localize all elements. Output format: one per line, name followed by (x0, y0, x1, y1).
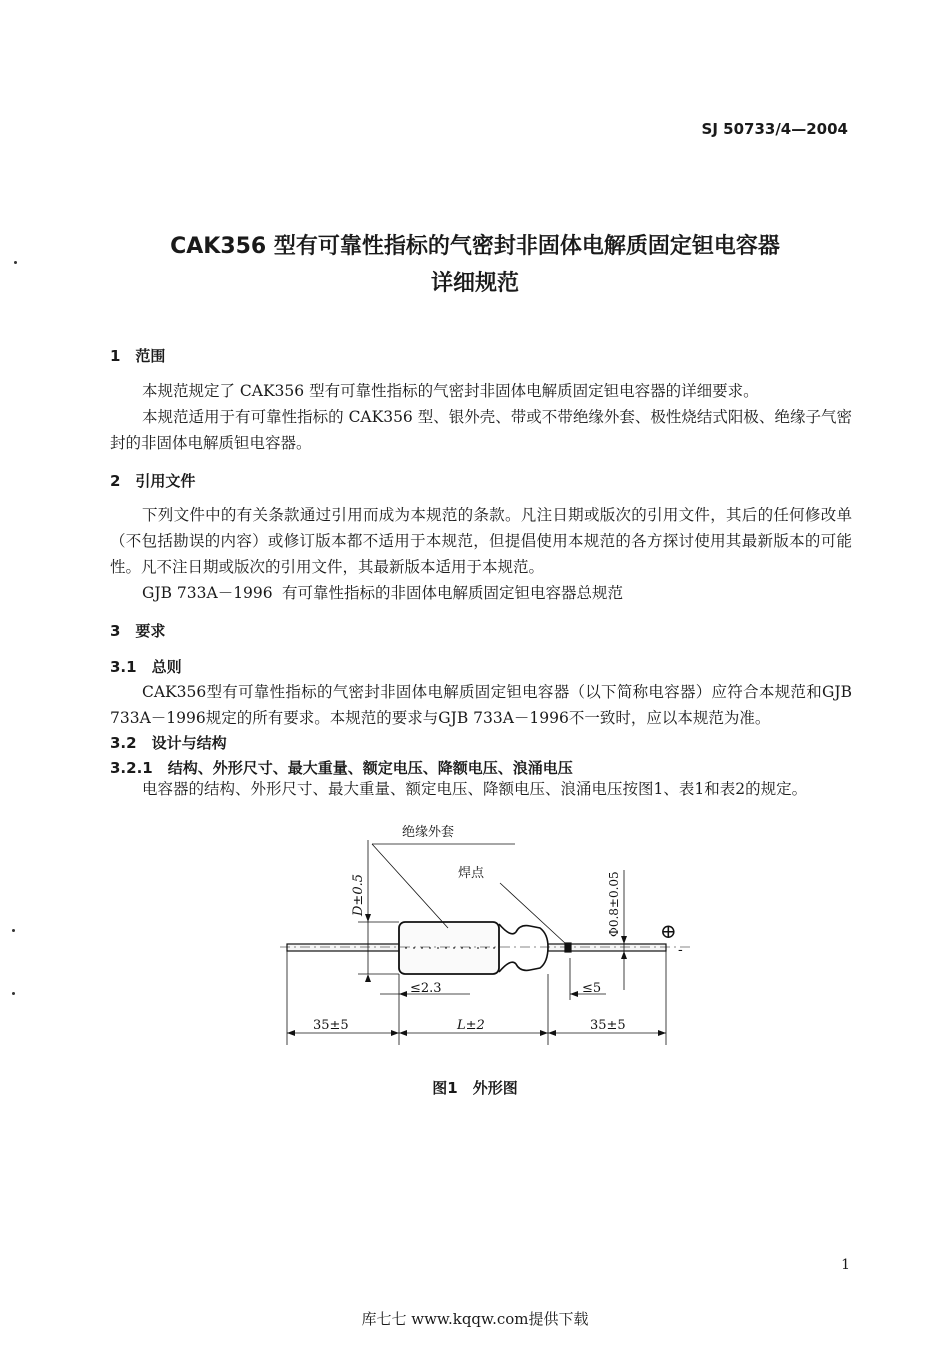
section-3-2-heading: 3.2 设计与结构 (110, 734, 227, 752)
dim-right-lead-length: 35±5 (590, 1018, 626, 1033)
negative-mark: - (678, 942, 683, 958)
left-lead (287, 944, 399, 951)
positive-terminal-icon: ⊕ (660, 919, 677, 943)
reference-title: 有可靠性指标的非固体电解质固定钽电容器总规范 (282, 584, 624, 602)
label-insulation-sleeve: 绝缘外套 (402, 825, 455, 840)
dim-lead-diameter: Φ0.8±0.05 (607, 871, 621, 937)
section-3-1-para: CAK356型有可靠性指标的气密封非固体电解质固定钽电容器（以下简称电容器）应符合本规范和GJB 733A－1996规定的所有要求。本规范的要求与GJB 733A－1996不一致时，应以本规范为准。 (110, 683, 852, 727)
section-3-2-1-heading: 3.2.1 结构、外形尺寸、最大重量、额定电压、降额电压、浪涌电压 (110, 759, 573, 777)
reference-code: GJB 733A－1996 (142, 584, 273, 602)
section-3-heading: 3 要求 (110, 622, 166, 640)
section-1-para-2: 本规范适用于有可靠性指标的 CAK356 型、银外壳、带或不带绝缘外套、极性烧结式阳极、绝缘子气密封的非固体电解质钽电容器。 (110, 408, 852, 452)
label-weld-point: 焊点 (458, 866, 485, 881)
seal-neck (499, 924, 548, 972)
dim-left-lead-length: 35±5 (313, 1018, 349, 1033)
dim-le-2-3: ≤2.3 (410, 981, 442, 996)
dim-diameter: D±0.5 (351, 874, 366, 916)
section-1-para-1: 本规范规定了 CAK356 型有可靠性指标的气密封非固体电解质固定钽电容器的详细要求。 (142, 382, 759, 400)
dim-body-length: L±2 (457, 1018, 485, 1033)
section-2-para-1: 下列文件中的有关条款通过引用而成为本规范的条款。凡注日期或版次的引用文件，其后的任何修改单（不包括勘误的内容）或修订版本都不适用于本规范，但提倡使用本规范的各方探讨使用其最新版本的可能性。凡不注日期或版次的引用文件，其最新版本适用于本规范。 (110, 506, 852, 576)
weld-point (565, 943, 571, 952)
download-footer: 库七七 www.kqqw.com提供下载 (361, 1310, 589, 1328)
standard-number: SJ 50733/4—2004 (701, 120, 848, 138)
section-2-heading: 2 引用文件 (110, 472, 196, 490)
section-3-1-heading: 3.1 总则 (110, 658, 182, 676)
section-3-2-1-para: 电容器的结构、外形尺寸、最大重量、额定电压、降额电压、浪涌电压按图1、表1和表2的规定。 (142, 780, 808, 798)
doc-title-line2: 详细规范 (430, 271, 519, 296)
section-1-heading: 1 范围 (110, 347, 166, 365)
figure-caption: 图1 外形图 (432, 1079, 518, 1097)
dim-le-5: ≤5 (582, 981, 602, 996)
doc-title-line1: CAK356 型有可靠性指标的气密封非固体电解质固定钽电容器 (170, 234, 780, 259)
page-number: 1 (841, 1257, 850, 1273)
